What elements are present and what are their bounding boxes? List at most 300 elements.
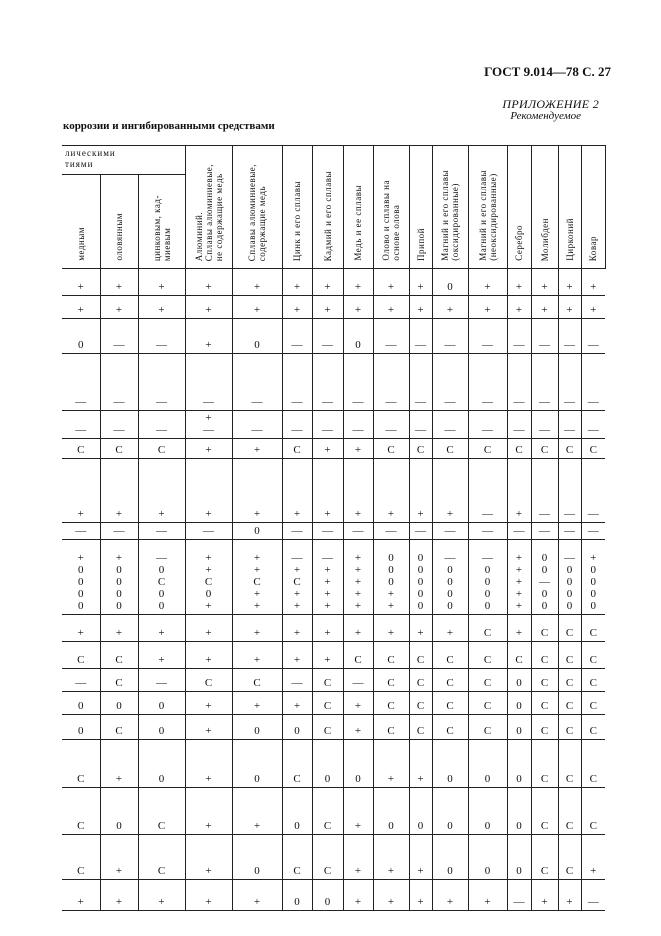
- table-cell: +: [507, 459, 531, 523]
- table-cell: + + С + +: [232, 540, 282, 615]
- table-cell: С: [100, 715, 138, 740]
- table-cell: С: [312, 835, 343, 880]
- table-cell: С: [62, 835, 100, 880]
- column-header-label: Цинк и его сплавы: [292, 180, 302, 261]
- table-cell: С: [432, 669, 468, 692]
- table-cell: — 0 0 0 0: [432, 540, 468, 615]
- table-cell: +: [185, 439, 232, 459]
- table-cell: +: [185, 880, 232, 911]
- table-cell: 0: [343, 740, 373, 788]
- table-cell: С: [138, 788, 185, 835]
- table-row: [62, 459, 605, 523]
- table-cell: —: [312, 319, 343, 354]
- table-cell: С: [432, 715, 468, 740]
- table-cell: 0: [468, 740, 507, 788]
- table-cell: 0: [507, 669, 531, 692]
- table-cell: +: [282, 615, 312, 642]
- table-cell: —: [507, 319, 531, 354]
- table-cell: +: [185, 319, 232, 354]
- table-cell: +: [185, 692, 232, 715]
- table-cell: 0: [232, 740, 282, 788]
- table-cell: +: [409, 615, 432, 642]
- table-cell: С: [531, 788, 558, 835]
- column-header: [581, 146, 605, 269]
- table-cell: —: [558, 319, 581, 354]
- table-cell: С: [531, 669, 558, 692]
- table-cell: +: [343, 459, 373, 523]
- table-cell: 0 0 0 0 0: [409, 540, 432, 615]
- table-cell: С: [558, 439, 581, 459]
- column-header-label: Олово и сплавы на основе олова: [381, 180, 401, 261]
- table-cell: —: [531, 354, 558, 411]
- table-row: [62, 319, 605, 354]
- table-cell: —: [581, 459, 605, 523]
- table-cell: —: [581, 880, 605, 911]
- page-reference: ГОСТ 9.014—78 С. 27: [484, 64, 611, 79]
- table-cell: 0: [100, 788, 138, 835]
- table-cell: +: [432, 459, 468, 523]
- table-row: [62, 740, 605, 788]
- table-cell: +: [185, 715, 232, 740]
- table-cell: +: [282, 642, 312, 669]
- table-cell: +: [432, 880, 468, 911]
- table-cell: —: [581, 319, 605, 354]
- table-cell: +: [558, 880, 581, 911]
- table-cell: 0: [343, 319, 373, 354]
- table-cell: + 0 0 0 0: [62, 540, 100, 615]
- table-cell: С: [581, 715, 605, 740]
- table-cell: С: [581, 642, 605, 669]
- table-cell: —: [343, 669, 373, 692]
- table-cell: С: [62, 642, 100, 669]
- table-cell: +: [558, 269, 581, 296]
- table-row: [62, 439, 605, 459]
- column-header-label: Сплавы алюминиевые, содержащие медь: [247, 163, 267, 261]
- column-header: [185, 146, 232, 269]
- table-cell: +: [507, 615, 531, 642]
- table-cell: С: [409, 642, 432, 669]
- table-cell: +: [468, 269, 507, 296]
- table-cell: +: [468, 880, 507, 911]
- column-header-label: медным: [75, 227, 86, 261]
- table-cell: С: [531, 715, 558, 740]
- table-cell: 0: [468, 788, 507, 835]
- column-header: [312, 146, 343, 269]
- table-cell: 0: [432, 740, 468, 788]
- table-cell: +: [62, 880, 100, 911]
- table-cell: 0: [282, 788, 312, 835]
- table-cell: +: [312, 642, 343, 669]
- table-cell: +: [507, 296, 531, 319]
- table-cell: +: [100, 615, 138, 642]
- table-cell: 0: [62, 715, 100, 740]
- column-header: [343, 146, 373, 269]
- appendix-note: Рекомендуемое: [510, 110, 581, 122]
- table-cell: 0: [138, 692, 185, 715]
- table-cell: —: [432, 411, 468, 439]
- table-cell: —: [185, 523, 232, 540]
- table-cell: С: [468, 692, 507, 715]
- table-cell: +: [138, 459, 185, 523]
- table-cell: +: [581, 296, 605, 319]
- table-cell: С: [581, 692, 605, 715]
- column-header-label: цинковым, кад- миевым: [151, 194, 172, 261]
- table-row: [62, 296, 605, 319]
- table-cell: +: [232, 459, 282, 523]
- table-cell: +: [138, 880, 185, 911]
- table-cell: 0 0 0 + +: [373, 540, 409, 615]
- table-cell: — 0 С 0 0: [138, 540, 185, 615]
- table-cell: —: [409, 411, 432, 439]
- table-cell: +: [185, 642, 232, 669]
- column-header: [373, 146, 409, 269]
- table-cell: С: [100, 669, 138, 692]
- table-cell: +: [432, 615, 468, 642]
- table-cell: С: [185, 669, 232, 692]
- table-cell: —: [558, 354, 581, 411]
- table-cell: +: [138, 642, 185, 669]
- table-cell: С: [282, 835, 312, 880]
- table-cell: —: [232, 411, 282, 439]
- table-row: [62, 540, 605, 615]
- column-header-label: оловянным: [114, 213, 124, 261]
- table-cell: +: [343, 269, 373, 296]
- column-header: [409, 146, 432, 269]
- column-header-label: Серебро: [514, 225, 524, 261]
- table-cell: +: [282, 692, 312, 715]
- table-cell: 0: [232, 319, 282, 354]
- table-cell: 0: [432, 835, 468, 880]
- table-cell: +: [62, 296, 100, 319]
- table-cell: +: [409, 269, 432, 296]
- table-cell: +: [62, 459, 100, 523]
- table-row: [62, 715, 605, 740]
- column-header: [468, 146, 507, 269]
- table-cell: +: [409, 459, 432, 523]
- table-cell: С: [100, 642, 138, 669]
- table-cell: 0: [432, 269, 468, 296]
- table-cell: —: [531, 319, 558, 354]
- table-cell: —: [138, 354, 185, 411]
- table-cell: С: [62, 788, 100, 835]
- table-cell: +: [232, 642, 282, 669]
- table-cell: С: [581, 788, 605, 835]
- table-cell: —: [531, 459, 558, 523]
- table-cell: С: [62, 740, 100, 788]
- table-cell: С: [312, 715, 343, 740]
- table-row: [62, 269, 605, 296]
- table-row: [62, 669, 605, 692]
- table-cell: +: [409, 296, 432, 319]
- table-cell: +: [138, 269, 185, 296]
- table-cell: +: [185, 296, 232, 319]
- table-cell: —: [507, 523, 531, 540]
- table-cell: +: [312, 296, 343, 319]
- column-header: [62, 175, 100, 269]
- table-cell: —: [373, 411, 409, 439]
- table-cell: —: [100, 354, 138, 411]
- table-cell: +: [373, 459, 409, 523]
- table-cell: С: [468, 715, 507, 740]
- table-cell: +: [185, 615, 232, 642]
- table-cell: —: [138, 319, 185, 354]
- table-cell: +: [343, 439, 373, 459]
- table-cell: С: [409, 715, 432, 740]
- column-header-label: Магний и его сплавы (неоксидированные): [477, 170, 498, 261]
- table-cell: +: [232, 296, 282, 319]
- table-cell: С: [531, 692, 558, 715]
- table-row: [62, 835, 605, 880]
- table-cell: +: [373, 740, 409, 788]
- table-body: [62, 269, 605, 911]
- table-cell: +: [185, 788, 232, 835]
- table-cell: С: [312, 788, 343, 835]
- table-cell: С: [581, 439, 605, 459]
- table-cell: +: [282, 459, 312, 523]
- table-cell: —: [558, 411, 581, 439]
- table-cell: +: [409, 835, 432, 880]
- table-cell: +: [373, 615, 409, 642]
- table-cell: —: [432, 523, 468, 540]
- table-cell: +: [531, 269, 558, 296]
- table-cell: + + + + +: [343, 540, 373, 615]
- table-cell: С: [343, 642, 373, 669]
- table-cell: —: [558, 523, 581, 540]
- table-cell: +: [282, 269, 312, 296]
- column-header-label: Магний и его сплавы (оксидированные): [440, 170, 460, 261]
- column-header-label: Ковар: [588, 235, 598, 261]
- table-cell: +: [312, 615, 343, 642]
- table-cell: —: [373, 523, 409, 540]
- table-cell: —: [468, 354, 507, 411]
- table-cell: + 0 0 0 0: [100, 540, 138, 615]
- column-header-label: Цирконий: [564, 218, 575, 261]
- table-cell: +: [185, 835, 232, 880]
- table-cell: —: [100, 319, 138, 354]
- table-cell: С: [468, 642, 507, 669]
- table-cell: 0: [312, 740, 343, 788]
- table-cell: С: [282, 740, 312, 788]
- table-cell: С: [468, 439, 507, 459]
- table-cell: 0: [138, 715, 185, 740]
- table-cell: —: [581, 411, 605, 439]
- table-cell: —: [343, 354, 373, 411]
- table-cell: —: [531, 523, 558, 540]
- table-cell: —: [312, 523, 343, 540]
- table-header: [62, 146, 605, 269]
- table-cell: +: [373, 296, 409, 319]
- group-header: лическими тиями: [62, 146, 185, 175]
- table-subtitle: коррозии и ингибированными средствами: [63, 120, 275, 132]
- table-cell: —: [432, 354, 468, 411]
- table-row: [62, 642, 605, 669]
- table-cell: +: [409, 880, 432, 911]
- table-cell: —: [312, 411, 343, 439]
- table-cell: С: [531, 835, 558, 880]
- column-header: [558, 146, 581, 269]
- table-cell: + —: [185, 411, 232, 439]
- table-cell: С: [558, 740, 581, 788]
- table-cell: + + С 0 +: [185, 540, 232, 615]
- table-cell: +: [373, 880, 409, 911]
- compatibility-table: [62, 145, 606, 911]
- table-cell: —: [507, 354, 531, 411]
- table-cell: +: [558, 296, 581, 319]
- table-cell: С: [373, 439, 409, 459]
- table-cell: — + + + +: [312, 540, 343, 615]
- table-cell: 0: [373, 788, 409, 835]
- table-cell: +: [138, 296, 185, 319]
- table-cell: С: [468, 615, 507, 642]
- table-cell: +: [343, 615, 373, 642]
- table-cell: —: [507, 411, 531, 439]
- table-cell: С: [432, 439, 468, 459]
- table-cell: С: [531, 439, 558, 459]
- table-cell: С: [282, 439, 312, 459]
- table-cell: + 0 0 0 0: [581, 540, 605, 615]
- table-cell: С: [558, 692, 581, 715]
- table-cell: С: [312, 692, 343, 715]
- table-cell: +: [507, 269, 531, 296]
- table-cell: С: [507, 439, 531, 459]
- table-cell: —: [507, 880, 531, 911]
- table-cell: 0: [232, 715, 282, 740]
- table-cell: С: [531, 642, 558, 669]
- table-cell: —: [62, 523, 100, 540]
- table-cell: 0: [62, 692, 100, 715]
- table-cell: С: [312, 669, 343, 692]
- table-cell: +: [409, 740, 432, 788]
- table-cell: +: [232, 880, 282, 911]
- table-cell: +: [373, 835, 409, 880]
- table-cell: —: [62, 411, 100, 439]
- table-cell: 0: [468, 835, 507, 880]
- table-cell: —: [468, 319, 507, 354]
- table-cell: —: [409, 319, 432, 354]
- table-cell: 0: [138, 740, 185, 788]
- table-cell: С: [581, 615, 605, 642]
- table-cell: +: [232, 692, 282, 715]
- table-cell: С: [432, 692, 468, 715]
- table-cell: 0: [507, 788, 531, 835]
- column-header-label: Медь и ее сплавы: [353, 185, 363, 261]
- table-cell: С: [581, 669, 605, 692]
- table-cell: —: [581, 523, 605, 540]
- table-cell: +: [343, 788, 373, 835]
- table-cell: 0: [312, 880, 343, 911]
- table-cell: —: [282, 669, 312, 692]
- table-cell: С: [100, 439, 138, 459]
- table-cell: +: [185, 269, 232, 296]
- table-cell: +: [100, 835, 138, 880]
- table-cell: С: [232, 669, 282, 692]
- table-cell: С: [558, 642, 581, 669]
- column-header: [432, 146, 468, 269]
- table-cell: С: [373, 692, 409, 715]
- table-cell: +: [343, 692, 373, 715]
- table-cell: С: [558, 835, 581, 880]
- table-cell: —: [581, 354, 605, 411]
- table-cell: 0: [232, 835, 282, 880]
- table-cell: —: [558, 459, 581, 523]
- table-cell: — 0 0 0 0: [468, 540, 507, 615]
- table-row: [62, 788, 605, 835]
- table-row: [62, 615, 605, 642]
- table-cell: С: [531, 740, 558, 788]
- table-cell: + + + + +: [507, 540, 531, 615]
- table-cell: +: [312, 439, 343, 459]
- table-cell: —: [282, 523, 312, 540]
- table-cell: +: [343, 296, 373, 319]
- table-cell: С: [558, 715, 581, 740]
- table-cell: +: [100, 740, 138, 788]
- table-cell: С: [62, 439, 100, 459]
- table-cell: С: [468, 669, 507, 692]
- table-cell: —: [185, 354, 232, 411]
- table-cell: —: [373, 354, 409, 411]
- table-cell: +: [581, 269, 605, 296]
- table-cell: С: [138, 439, 185, 459]
- table-row: [62, 354, 605, 411]
- table-cell: 0: [507, 692, 531, 715]
- table-cell: С: [558, 788, 581, 835]
- table-cell: —: [468, 459, 507, 523]
- column-header-label: Кадмий и его сплавы: [322, 170, 333, 261]
- table-cell: —: [62, 354, 100, 411]
- table-row: [62, 411, 605, 439]
- table-cell: +: [62, 269, 100, 296]
- column-header-label: Припой: [415, 228, 426, 261]
- table-cell: С: [373, 642, 409, 669]
- table-cell: 0: [282, 880, 312, 911]
- table-cell: С: [373, 715, 409, 740]
- table-cell: С: [558, 669, 581, 692]
- table-cell: +: [312, 269, 343, 296]
- table-cell: +: [468, 296, 507, 319]
- column-header: [531, 146, 558, 269]
- table-cell: —: [531, 411, 558, 439]
- table-cell: 0: [507, 835, 531, 880]
- table-cell: —: [468, 411, 507, 439]
- table-cell: С: [507, 642, 531, 669]
- table-cell: —: [343, 523, 373, 540]
- table-cell: +: [100, 880, 138, 911]
- table-cell: —: [468, 523, 507, 540]
- table-cell: С: [138, 835, 185, 880]
- table-cell: +: [343, 880, 373, 911]
- table-cell: +: [100, 296, 138, 319]
- table-cell: —: [138, 669, 185, 692]
- table-cell: +: [232, 615, 282, 642]
- table-cell: 0: [282, 715, 312, 740]
- table-cell: — 0 0 0 0: [558, 540, 581, 615]
- table-cell: +: [62, 615, 100, 642]
- table-cell: 0: [432, 788, 468, 835]
- table-cell: +: [343, 835, 373, 880]
- column-header: [282, 146, 312, 269]
- table-cell: +: [343, 715, 373, 740]
- table-cell: 0: [100, 692, 138, 715]
- table-cell: +: [100, 459, 138, 523]
- table-cell: +: [373, 269, 409, 296]
- table-cell: —: [282, 354, 312, 411]
- table-cell: — + С + +: [282, 540, 312, 615]
- table-cell: —: [409, 354, 432, 411]
- column-header-label: Алюминий. Сплавы алюминиевые, не содержащие медь: [193, 163, 224, 261]
- table-cell: —: [409, 523, 432, 540]
- column-header: [138, 175, 185, 269]
- table-cell: —: [343, 411, 373, 439]
